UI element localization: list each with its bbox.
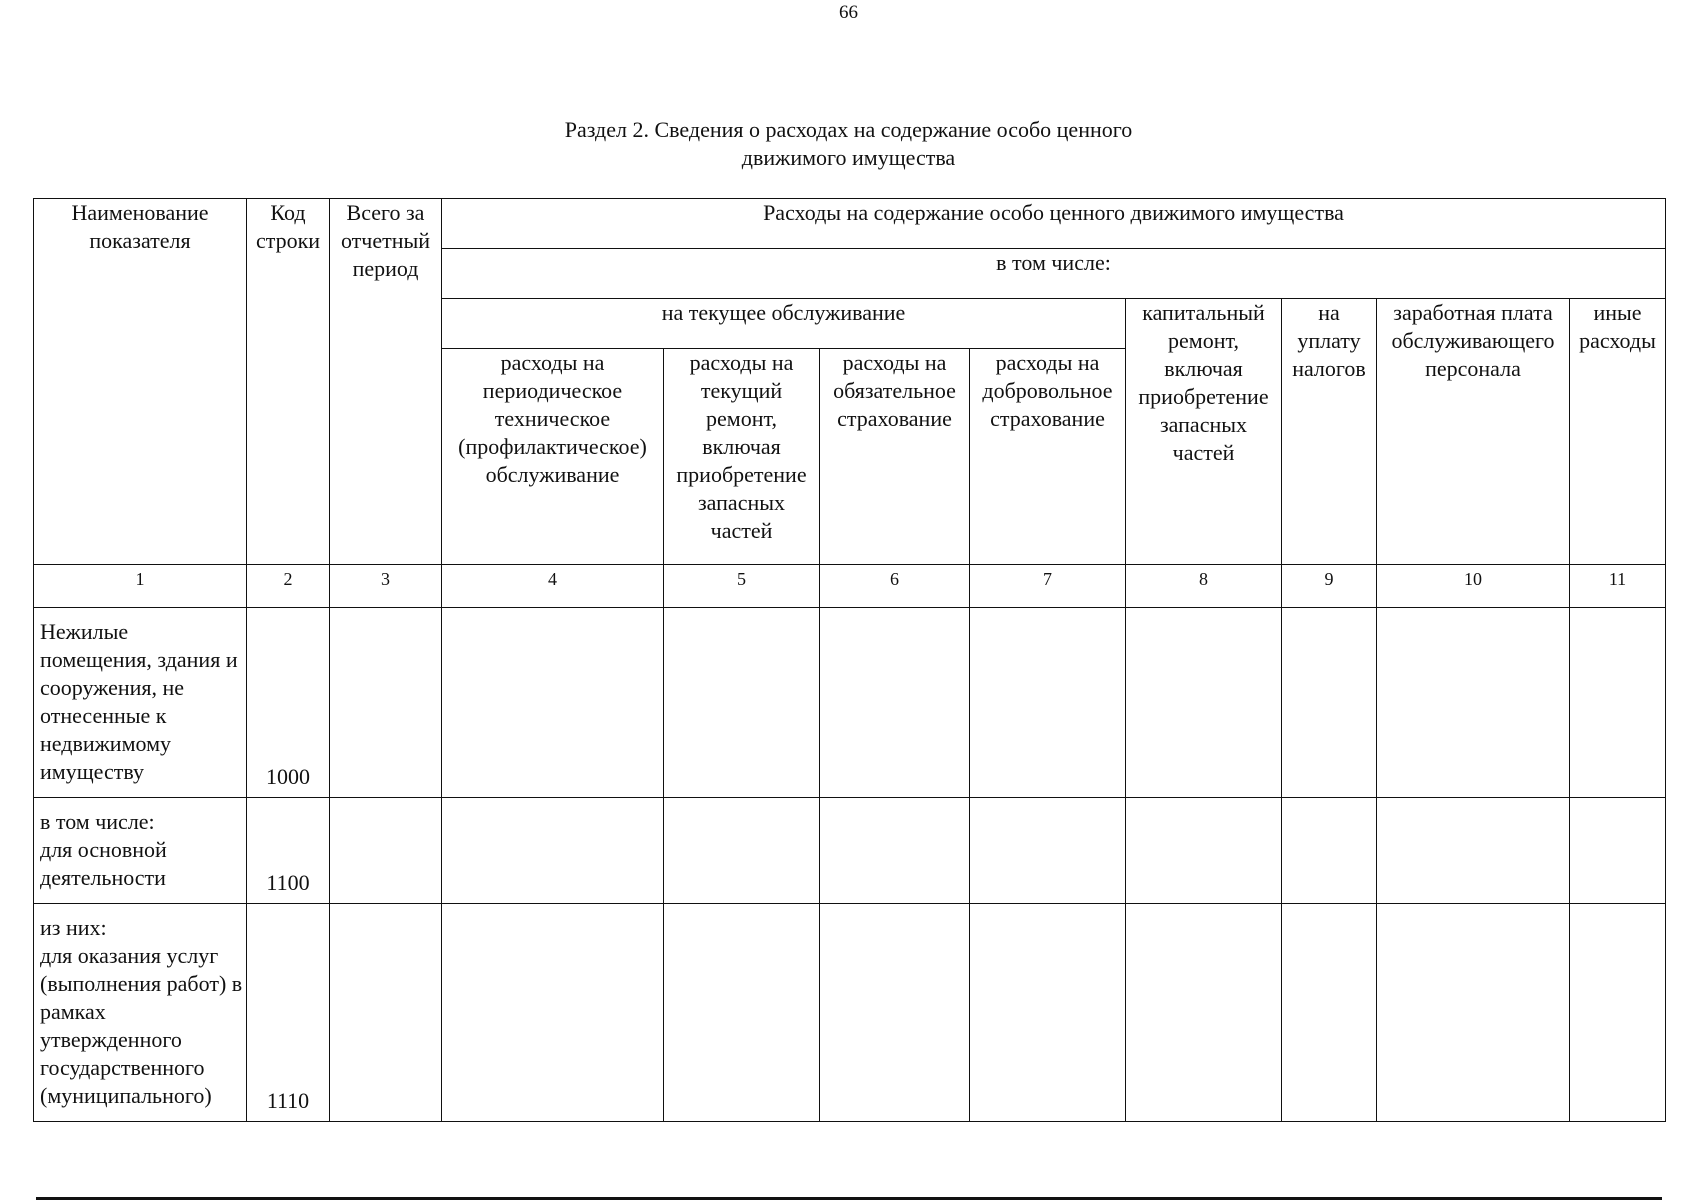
data-cell[interactable] bbox=[442, 798, 664, 904]
section-title-line-1: Раздел 2. Сведения о расходах на содержание особо ценного bbox=[564, 117, 1133, 142]
data-cell[interactable] bbox=[330, 608, 442, 798]
row-code: 1110 bbox=[247, 904, 330, 1122]
data-cell[interactable] bbox=[820, 608, 970, 798]
data-cell[interactable] bbox=[820, 904, 970, 1122]
header-name: Наименование показателя bbox=[34, 199, 247, 565]
data-cell[interactable] bbox=[1282, 608, 1377, 798]
data-cell[interactable] bbox=[664, 608, 820, 798]
data-cell[interactable] bbox=[970, 904, 1126, 1122]
column-number: 4 bbox=[442, 565, 664, 608]
data-cell[interactable] bbox=[1282, 904, 1377, 1122]
header-periodic-maintenance: расходы на периодическое техническое (профилактическое) обслуживание bbox=[442, 349, 664, 565]
header-other: иные расходы bbox=[1570, 299, 1666, 565]
data-cell[interactable] bbox=[1126, 904, 1282, 1122]
page-number: 66 bbox=[839, 2, 858, 23]
column-number: 11 bbox=[1570, 565, 1666, 608]
column-number: 2 bbox=[247, 565, 330, 608]
data-cell[interactable] bbox=[330, 904, 442, 1122]
header-total: Всего за отчетный период bbox=[330, 199, 442, 565]
expenses-table bbox=[33, 198, 1666, 1122]
data-cell[interactable] bbox=[1377, 608, 1570, 798]
table-row bbox=[34, 904, 1666, 1122]
table-row bbox=[34, 608, 1666, 798]
column-number: 9 bbox=[1282, 565, 1377, 608]
data-cell[interactable] bbox=[442, 608, 664, 798]
data-cell[interactable] bbox=[1570, 798, 1666, 904]
column-number: 1 bbox=[34, 565, 247, 608]
row-name: из них: для оказания услуг (выполнения работ) в рамках утвержденного государственного (муниципального) bbox=[34, 904, 247, 1122]
data-cell[interactable] bbox=[1377, 798, 1570, 904]
data-cell[interactable] bbox=[970, 608, 1126, 798]
data-cell[interactable] bbox=[664, 904, 820, 1122]
data-cell[interactable] bbox=[1282, 798, 1377, 904]
column-number: 6 bbox=[820, 565, 970, 608]
data-cell[interactable] bbox=[442, 904, 664, 1122]
header-including: в том числе: bbox=[442, 249, 1666, 299]
header-mandatory-insurance: расходы на обязательное страхование bbox=[820, 349, 970, 565]
header-code: Код строки bbox=[247, 199, 330, 565]
header-salary: заработная плата обслуживающего персонала bbox=[1377, 299, 1570, 565]
data-cell[interactable] bbox=[1377, 904, 1570, 1122]
column-number: 10 bbox=[1377, 565, 1570, 608]
header-capital-repair: капитальный ремонт, включая приобретение запасных частей bbox=[1126, 299, 1282, 565]
row-name: Нежилые помещения, здания и сооружения, не отнесенные к недвижимому имуществу bbox=[34, 608, 247, 798]
column-number: 7 bbox=[970, 565, 1126, 608]
data-cell[interactable] bbox=[820, 798, 970, 904]
header-voluntary-insurance: расходы на добровольное страхование bbox=[970, 349, 1126, 565]
section-title bbox=[0, 116, 1697, 172]
table-row bbox=[34, 798, 1666, 904]
header-expenses: Расходы на содержание особо ценного движимого имущества bbox=[442, 199, 1666, 249]
data-cell[interactable] bbox=[1126, 798, 1282, 904]
header-taxes: на уплату налогов bbox=[1282, 299, 1377, 565]
data-cell[interactable] bbox=[1570, 904, 1666, 1122]
data-cell[interactable] bbox=[330, 798, 442, 904]
row-code: 1000 bbox=[247, 608, 330, 798]
column-number: 3 bbox=[330, 565, 442, 608]
row-name: в том числе: для основной деятельности bbox=[34, 798, 247, 904]
data-cell[interactable] bbox=[1570, 608, 1666, 798]
data-cell[interactable] bbox=[664, 798, 820, 904]
row-code: 1100 bbox=[247, 798, 330, 904]
section-title-line-2: движимого имущества bbox=[741, 145, 956, 170]
header-current-repair: расходы на текущий ремонт, включая приобретение запасных частей bbox=[664, 349, 820, 565]
column-number: 8 bbox=[1126, 565, 1282, 608]
data-cell[interactable] bbox=[970, 798, 1126, 904]
header-current-service: на текущее обслуживание bbox=[442, 299, 1126, 349]
data-cell[interactable] bbox=[1126, 608, 1282, 798]
column-number: 5 bbox=[664, 565, 820, 608]
